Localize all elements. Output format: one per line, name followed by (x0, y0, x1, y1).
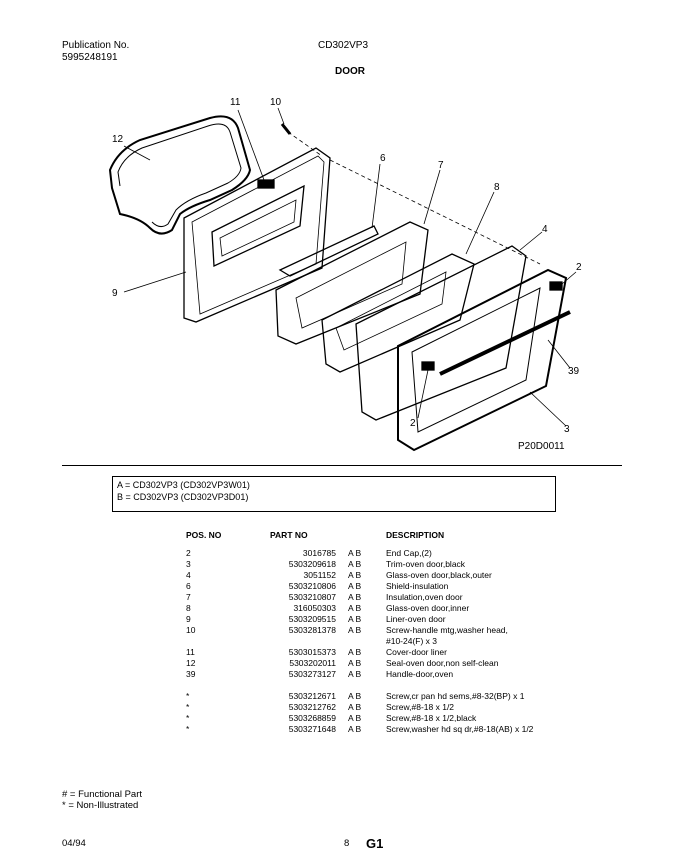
table-row (186, 702, 533, 713)
pos-cell: 11 (186, 647, 195, 657)
models-cell: A B (348, 691, 362, 701)
models-cell (348, 636, 386, 647)
models-cell: A B (348, 625, 362, 635)
footer-date: 04/94 (62, 838, 86, 849)
pos-cell: * (186, 713, 190, 723)
part-cell: 5303202011 (289, 658, 336, 668)
publication-label: Publication No. (62, 40, 130, 51)
callout-8: 8 (494, 182, 500, 193)
pos-cell: 39 (186, 669, 196, 679)
table-row (186, 647, 533, 658)
footer-page: 8 (344, 838, 350, 849)
callout-2-top: 2 (576, 262, 582, 273)
table-row (186, 592, 533, 603)
callout-4: 4 (542, 224, 548, 235)
callout-10: 10 (270, 97, 282, 108)
note-non-illustrated: * = Non-Illustrated (62, 800, 139, 811)
models-cell: A B (348, 702, 362, 712)
part-cell: 5303209515 (288, 614, 336, 624)
part-cell (270, 636, 348, 647)
part-cell: 5303212671 (288, 691, 336, 701)
parts-table (186, 530, 533, 735)
pos-cell: 3 (186, 559, 191, 569)
desc-cell: Trim-oven door,black (386, 559, 466, 569)
pos-cell: 4 (186, 570, 191, 580)
callout-2-bottom: 2 (410, 418, 416, 429)
header-models (348, 530, 386, 548)
desc-cell: Seal-oven door,non self-clean (386, 658, 499, 668)
desc-cell: Glass-oven door,black,outer (386, 570, 492, 580)
header-pos: POS. NO (186, 530, 222, 540)
footer-code: G1 (366, 836, 384, 851)
header-desc: DESCRIPTION (386, 530, 445, 540)
pos-cell: 2 (186, 548, 191, 558)
callout-12: 12 (112, 134, 124, 145)
models-cell: A B (348, 614, 362, 624)
table-header (186, 530, 533, 548)
table-row (186, 559, 533, 570)
table-row (186, 669, 533, 680)
part-cell: 5303273127 (288, 669, 336, 679)
desc-cell: Insulation,oven door (386, 592, 463, 602)
models-cell: A B (348, 724, 362, 734)
part-cell: 5303209618 (288, 559, 336, 569)
desc-cell: End Cap,(2) (386, 548, 432, 558)
desc-cell: Handle-door,oven (386, 669, 454, 679)
models-cell: A B (348, 603, 362, 613)
part-cell: 5303268859 (288, 713, 336, 723)
models-cell: A B (348, 581, 362, 591)
models-cell: A B (348, 669, 362, 679)
part-cell: 5303210807 (288, 592, 336, 602)
models-cell: A B (348, 592, 362, 602)
pos-cell: * (186, 691, 190, 701)
desc-cell: Screw,washer hd sq dr,#8-18(AB) x 1/2 (386, 724, 534, 734)
note-functional: # = Functional Part (62, 789, 143, 800)
pos-cell: * (186, 702, 190, 712)
desc-cell: Screw,cr pan hd sems,#8-32(BP) x 1 (386, 691, 525, 701)
table-row (186, 636, 533, 647)
figure-id: P20D0011 (518, 441, 565, 452)
row-gap (186, 680, 533, 691)
divider (62, 465, 622, 466)
table-row (186, 570, 533, 581)
callout-39: 39 (568, 366, 580, 377)
pos-cell: 9 (186, 614, 191, 624)
liner-part (184, 148, 330, 322)
desc-cell: Shield-insulation (386, 581, 449, 591)
desc-cell: Glass-oven door,inner (386, 603, 470, 613)
part-cell: 5303281378 (288, 625, 336, 635)
model-legend (112, 476, 556, 512)
part-cell: 5303210806 (288, 581, 336, 591)
parts-rows-extra (186, 691, 533, 735)
pos-cell: 7 (186, 592, 191, 602)
publication-number: 5995248191 (62, 52, 118, 63)
models-cell: A B (348, 713, 362, 723)
desc-cell: Screw,#8-18 x 1/2,black (386, 713, 477, 723)
pos-cell: 10 (186, 625, 196, 635)
pos-cell: 12 (186, 658, 196, 668)
callout-9: 9 (112, 288, 118, 299)
pos-cell: 8 (186, 603, 191, 613)
pos-cell (186, 636, 270, 647)
header-part: PART NO (270, 530, 308, 540)
models-cell: A B (348, 559, 362, 569)
table-row (186, 658, 533, 669)
part-cell: 5303212762 (288, 702, 336, 712)
table-row (186, 713, 533, 724)
pos-cell: 6 (186, 581, 191, 591)
legend-b: B = CD302VP3 (CD302VP3D01) (117, 492, 249, 502)
part-cell: 3051152 (303, 570, 336, 580)
table-row (186, 691, 533, 702)
desc-cell: #10-24(F) x 3 (386, 636, 438, 646)
table-row (186, 614, 533, 625)
part-cell: 5303015373 (288, 647, 336, 657)
callout-3: 3 (564, 424, 570, 435)
callout-7: 7 (438, 160, 444, 171)
callout-11: 11 (230, 97, 241, 108)
seal-part (110, 116, 250, 233)
table-row (186, 548, 533, 559)
table-row (186, 581, 533, 592)
table-row (186, 625, 533, 636)
part-cell: 3016785 (302, 548, 336, 558)
desc-cell: Cover-door liner (386, 647, 447, 657)
desc-cell: Screw,#8-18 x 1/2 (386, 702, 455, 712)
models-cell: A B (348, 548, 362, 558)
part-cell: 316050303 (293, 603, 336, 613)
models-cell: A B (348, 658, 362, 668)
legend-a: A = CD302VP3 (CD302VP3W01) (117, 480, 250, 490)
desc-cell: Liner-oven door (386, 614, 446, 624)
callout-6: 6 (380, 153, 386, 164)
table-row (186, 603, 533, 614)
section-title: DOOR (335, 66, 365, 77)
model-number: CD302VP3 (318, 40, 369, 51)
table-row (186, 724, 533, 735)
parts-rows (186, 548, 533, 680)
models-cell: A B (348, 647, 362, 657)
pos-cell: * (186, 724, 190, 734)
desc-cell: Screw-handle mtg,washer head, (386, 625, 508, 635)
part-cell: 5303271648 (288, 724, 336, 734)
models-cell: A B (348, 570, 362, 580)
